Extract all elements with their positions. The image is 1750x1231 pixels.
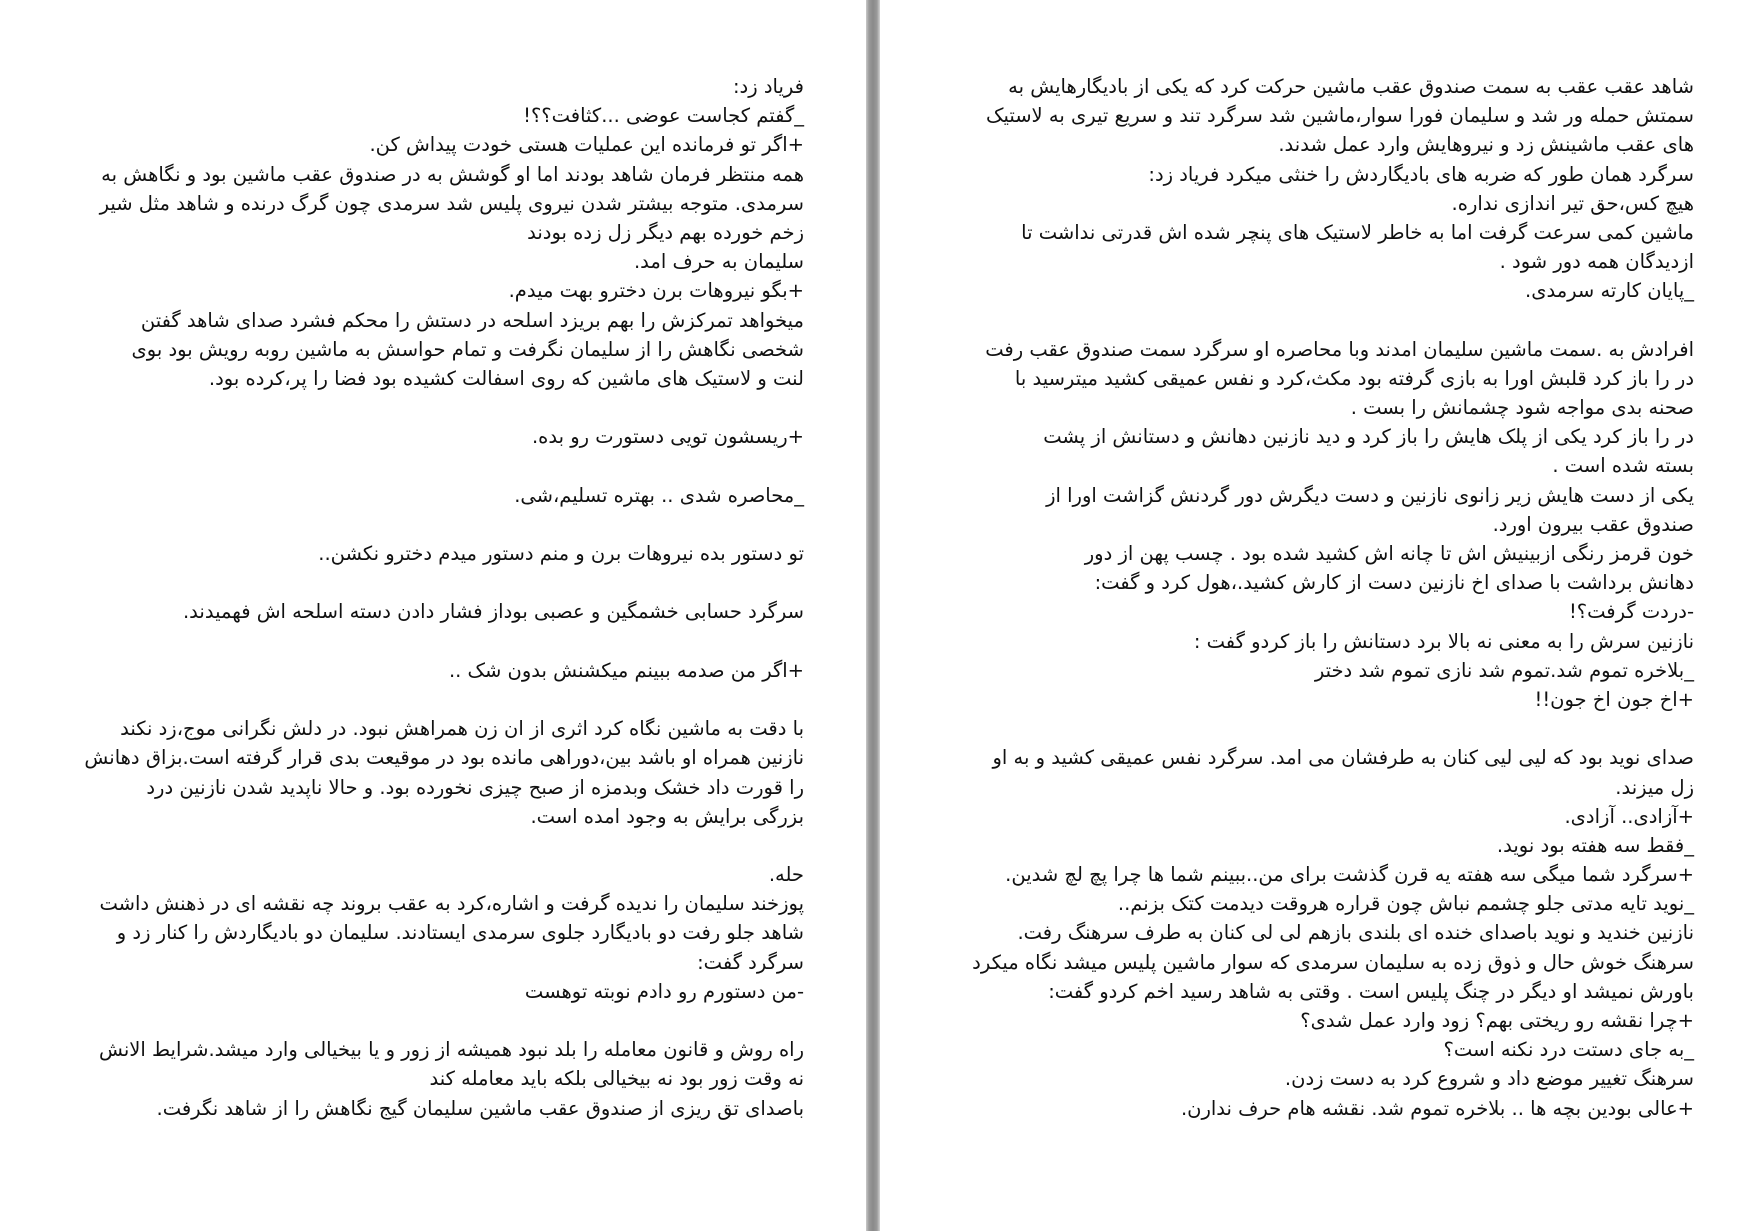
right-page-line: صدای نوید بود که لیی لیی کنان به طرفشان می امد. سرگرد نفس عمیقی کشید و به او <box>992 746 1694 770</box>
left-page-line <box>34 627 804 656</box>
right-page-line: +چرا نقشه رو ریختی بهم؟ زود وارد عمل شدی؟ <box>1300 1009 1694 1032</box>
right-page-line: +عالی بودین بچه ها .. بلاخره تموم شد. نقشه هام حرف ندارن. <box>1180 1096 1694 1120</box>
right-page-line: خون قرمز رنگی ازبینیش اش تا چانه اش کشید شده بود . چسب پهن از دور <box>1084 542 1694 565</box>
right-page-line: سرگرد همان طور که ضربه های بادیگاردش را خنثی میکرد فریاد زد: <box>1148 162 1694 186</box>
right-page-line: +آزادی.. آزادی. <box>1564 804 1694 828</box>
left-page-line: -من دستورم رو دادم نوبته توهست <box>524 979 804 1003</box>
left-page-line: حله. <box>768 863 804 887</box>
left-page-line: _محاصره شدی .. بهتره تسلیم،شی. <box>514 483 804 507</box>
left-page-line: _گفتم کجاست عوضی ...کثافت؟؟! <box>523 104 804 128</box>
right-page-line: سرهنگ خوش حال و ذوق زده به سلیمان سرمدی که سوار ماشین پلیس میشد نگاه میکرد <box>972 950 1694 974</box>
right-page-line: _پایان کارته سرمدی. <box>1525 279 1694 303</box>
left-page-line: با دقت به ماشین نگاه کرد اثری از ان زن همراهش نبود. در دلش نگرانی موج،زد نکند <box>120 717 804 741</box>
right-page-line: +اخ جون اخ جون!! <box>1534 687 1694 711</box>
right-page-line: +سرگرد شما میگی سه هفته یه قرن گذشت برای من..ببینم شما ها چرا پچ لچ شدین. <box>1005 863 1694 887</box>
left-page-line: سرگرد حسابی خشمگین و عصبی بوداز فشار دادن دسته اسلحه اش فهمیدند. <box>182 600 804 624</box>
left-page-line: سرمدی. متوجه بیشتر شدن نیروی پلیس شد سرمدی چون گرگ درنده و شاهد مثل شیر <box>99 191 804 215</box>
left-page-line: +اگر من صدمه ببینم میکشنش بدون شک .. <box>448 658 804 682</box>
right-page-line: _نوید تایه مدتی جلو چشمم نباش چون قراره هروقت دیدمت کتک بزنم.. <box>1117 892 1694 916</box>
left-page-line: همه منتظر فرمان شاهد بودند اما او گوشش به در صندوق عقب ماشین بود و نگاهش به <box>101 162 804 186</box>
right-page-text <box>914 72 1694 1123</box>
right-page-line: زل میزند. <box>1615 775 1694 799</box>
left-page-line: میخواهد تمرکزش را بهم بریزد اسلحه در دستش را محکم فشرد صدای شاهد گفتن <box>140 308 804 332</box>
left-page-line: نه وقت زور بود نه بیخیالی بلکه باید معامله کند <box>429 1067 804 1091</box>
left-page-line <box>34 393 804 422</box>
left-page-line: فریاد زد: <box>732 75 804 98</box>
right-page-line: باورش نمیشد او دیگر در چنگ پلیس است . وقتی به شاهد رسید اخم کردو گفت: <box>1048 979 1694 1003</box>
right-page-line: افرادش به .سمت ماشین سلیمان امدند وبا محاصره او سرگرد سمت صندوق عقب رفت <box>985 337 1694 361</box>
right-page-line: سرهنگ تغییر موضع داد و شروع کرد به دست زدن. <box>1284 1067 1694 1091</box>
left-page-line: تو دستور بده نیروهات برن و منم دستور میدم دخترو نکشن.. <box>318 542 804 565</box>
right-page-line: شاهد عقب عقب به سمت صندوق عقب ماشین حرکت کرد که یکی از بادیگارهایش به <box>1008 75 1694 98</box>
right-page-line: دهانش برداشت با صدای اخ نازنین دست از کارش کشید.،هول کرد و گفت: <box>1094 571 1694 595</box>
left-page-line: شاهد جلو رفت دو بادیگارد جلوی سرمدی ایستادند. سلیمان دو بادیگاردش را کنار زد و <box>116 921 804 945</box>
left-page-line: راه روش و قانون معامله را بلد نبود همیشه از زور و یا بیخیالی وارد میشد.شرایط الانش <box>99 1038 804 1062</box>
right-page-line: -دردت گرفت؟! <box>1568 600 1694 624</box>
left-page-line: سلیمان به حرف امد. <box>633 250 804 274</box>
right-page-line: در را باز کرد قلبش اورا به بازی گرفته بود مکث،کرد و نفس عمیقی کشید میترسید با <box>1014 366 1694 390</box>
left-page-line: سرگرد گفت: <box>697 950 804 974</box>
right-page-line: در را باز کرد یکی از پلک هایش را باز کرد و دید نازنین دهانش و دستانش از پشت <box>1043 425 1694 449</box>
right-page-line: های عقب ماشینش زد و نیروهایش وارد عمل شدند. <box>1278 133 1694 157</box>
right-page-line: نازنین سرش را به معنی نه بالا برد دستانش را باز کردو گفت : <box>1193 629 1694 653</box>
right-page-line: ازدیدگان همه دور شود . <box>1499 250 1694 274</box>
left-page-line: لنت و لاستیک های ماشین که روی اسفالت کشیده بود فضا را پر،کرده بود. <box>208 366 804 390</box>
left-page-text <box>34 72 804 1123</box>
right-page-line: بسته شده است . <box>1552 454 1694 478</box>
left-page-line <box>34 685 804 714</box>
left-page-line <box>34 510 804 539</box>
right-page-line <box>914 714 1694 743</box>
right-page-line: هیچ کس،حق تیر اندازی نداره. <box>1451 191 1694 215</box>
left-page-line: نازنین همراه او باشد بین،دوراهی مانده بود در موقیعت بدی قرار گرفته است.بزاق دهانش <box>84 746 804 770</box>
left-page-line: شخصی نگاهش را از سلیمان نگرفت و تمام حواسش به ماشین روبه رویش بود بوی <box>131 337 804 361</box>
left-page-line: پوزخند سلیمان را ندیده گرفت و اشاره،کرد به عقب بروند چه نقشه ای در ذهنش داشت <box>99 892 804 916</box>
right-page-line: صحنه بدی مواجه شود چشمانش را بست . <box>1350 396 1694 420</box>
left-page <box>0 0 866 1231</box>
right-page-line <box>914 306 1694 335</box>
right-page-line: یکی از دست هایش زیر زانوی نازنین و دست دیگرش دور گردنش گزاشت اورا از <box>1046 483 1694 507</box>
right-page <box>880 0 1750 1231</box>
right-page-line: ماشین کمی سرعت گرفت اما به خاطر لاستیک های پنچر شده اش قدرتی نداشت تا <box>1021 220 1694 244</box>
left-page-line <box>34 568 804 597</box>
page-gutter <box>866 0 880 1231</box>
left-page-line <box>34 451 804 480</box>
right-page-line: سمتش حمله ور شد و سلیمان فورا سوار،ماشین شد سرگرد تند و سریع تیری به لاستیک <box>986 104 1694 128</box>
left-page-line: بزرگی برایش به وجود امده است. <box>530 804 804 828</box>
left-page-line: زخم خورده بهم دیگر زل زده بودند <box>527 220 804 244</box>
right-page-line: _بلاخره تموم شد.تموم شد نازی تموم شد دختر <box>1314 658 1694 682</box>
left-page-line: باصدای تق ریزی از صندوق عقب ماشین سلیمان گیج نگاهش را از شاهد نگرفت. <box>156 1096 804 1120</box>
left-page-line: را قورت داد خشک وبدمزه از صبح چیزی نخورده بود. و حالا ناپدید شدن نازنین درد <box>146 775 804 799</box>
left-page-line: +اگر تو فرمانده این عملیات هستی خودت پیداش کن. <box>369 133 804 157</box>
right-page-line: نازنین خندید و نوید باصدای خنده ای بلندی بازهم لی لی کنان به طرف سرهنگ رفت. <box>1017 921 1694 945</box>
left-page-line: +بگو نیروهات برن دخترو بهت میدم. <box>508 279 804 303</box>
left-page-line <box>34 831 804 860</box>
right-page-line: صندوق عقب بیرون اورد. <box>1492 512 1694 536</box>
right-page-line: _فقط سه هفته بود نوید. <box>1496 833 1694 857</box>
right-page-line: _به جای دستت درد نکنه است؟ <box>1443 1038 1694 1062</box>
left-page-line <box>34 1006 804 1035</box>
left-page-line: +ریسشون تویی دستورت رو بده. <box>531 425 804 449</box>
